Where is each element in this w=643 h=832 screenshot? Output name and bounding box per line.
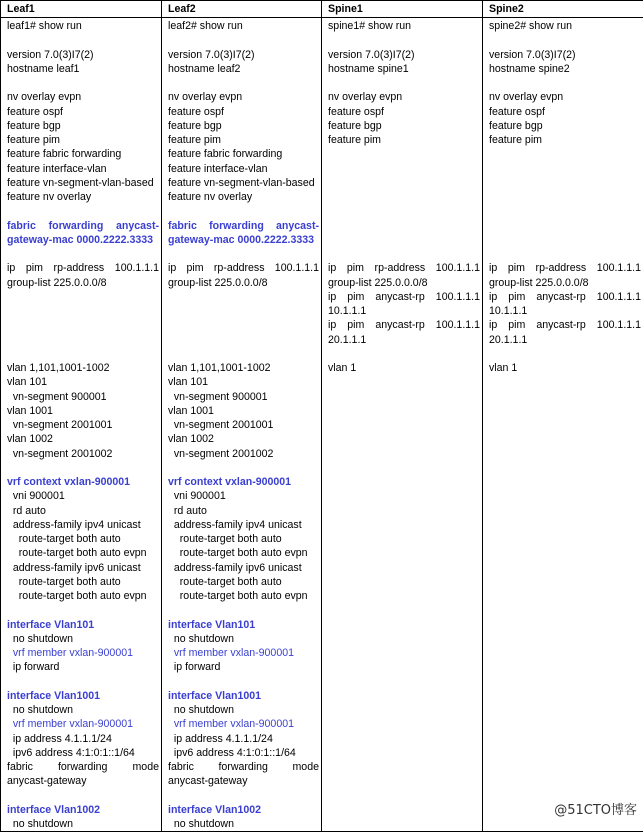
blank-line — [168, 789, 319, 803]
config-line: gateway-mac 0000.2222.3333 — [7, 233, 159, 247]
config-line: feature fabric forwarding — [168, 147, 319, 161]
config-line: no shutdown — [168, 703, 319, 717]
blank-line — [168, 461, 319, 475]
config-line: vlan 1001 — [7, 404, 159, 418]
blank-line — [328, 204, 480, 218]
config-line: nv overlay evpn — [7, 90, 159, 104]
config-line: vlan 1 — [328, 361, 480, 375]
config-line: ip address 4.1.1.1/24 — [168, 732, 319, 746]
blank-line — [328, 219, 480, 233]
blank-line — [7, 290, 159, 304]
blank-line — [7, 333, 159, 347]
config-line: feature pim — [7, 133, 159, 147]
config-line: interface Vlan101 — [168, 618, 319, 632]
blank-line — [328, 233, 480, 247]
config-line: no shutdown — [7, 817, 159, 831]
config-line: group-list 225.0.0.0/8 — [7, 276, 159, 290]
config-line: no shutdown — [168, 632, 319, 646]
config-line: fabric forwarding anycast- — [168, 219, 319, 233]
config-line: vlan 1002 — [168, 432, 319, 446]
config-line: fabric forwarding mode — [168, 760, 319, 774]
config-line: feature pim — [168, 133, 319, 147]
config-line: 20.1.1.1 — [489, 333, 641, 347]
config-line: group-list 225.0.0.0/8 — [489, 276, 641, 290]
blank-line — [489, 233, 641, 247]
blank-line — [328, 347, 480, 361]
config-line: feature ospf — [489, 105, 641, 119]
config-line: 10.1.1.1 — [328, 304, 480, 318]
blank-line — [7, 789, 159, 803]
config-line: feature bgp — [489, 119, 641, 133]
config-line: vlan 1,101,1001-1002 — [168, 361, 319, 375]
config-line: fabric forwarding mode — [7, 760, 159, 774]
config-line: ipv6 address 4:1:0:1::1/64 — [168, 746, 319, 760]
config-line: vlan 1002 — [7, 432, 159, 446]
config-line: version 7.0(3)I7(2) — [328, 48, 480, 62]
config-line: ip pim rp-address 100.1.1.1 — [7, 261, 159, 275]
blank-line — [489, 176, 641, 190]
blank-line — [7, 204, 159, 218]
config-line: nv overlay evpn — [168, 90, 319, 104]
blank-line — [168, 290, 319, 304]
config-line: vlan 1,101,1001-1002 — [7, 361, 159, 375]
config-row — [1, 18, 643, 832]
config-line: ip address 4.1.1.1/24 — [7, 732, 159, 746]
config-line: ip forward — [7, 660, 159, 674]
blank-line — [328, 162, 480, 176]
config-cell-spine2 — [483, 18, 643, 832]
blank-line — [489, 247, 641, 261]
config-line: ip pim anycast-rp 100.1.1.1 — [328, 318, 480, 332]
config-line: ip pim rp-address 100.1.1.1 — [489, 261, 641, 275]
config-line: vrf member vxlan-900001 — [7, 717, 159, 731]
config-line: gateway-mac 0000.2222.3333 — [168, 233, 319, 247]
config-line: anycast-gateway — [7, 774, 159, 788]
blank-line — [7, 33, 159, 47]
config-line: feature nv overlay — [168, 190, 319, 204]
config-line: vni 900001 — [168, 489, 319, 503]
blank-line — [7, 247, 159, 261]
config-line: ip pim rp-address 100.1.1.1 — [168, 261, 319, 275]
config-cell-leaf2 — [162, 18, 322, 832]
config-line: address-family ipv6 unicast — [168, 561, 319, 575]
blank-line — [328, 33, 480, 47]
blank-line — [168, 33, 319, 47]
config-line: vlan 1 — [489, 361, 641, 375]
blank-line — [7, 461, 159, 475]
config-line: vlan 1001 — [168, 404, 319, 418]
column-header-leaf2: Leaf2 — [162, 1, 322, 18]
blank-line — [7, 318, 159, 332]
config-line: address-family ipv4 unicast — [7, 518, 159, 532]
config-line: hostname spine1 — [328, 62, 480, 76]
config-line: 20.1.1.1 — [328, 333, 480, 347]
config-line: vlan 101 — [7, 375, 159, 389]
config-line: vrf context vxlan-900001 — [168, 475, 319, 489]
blank-line — [168, 318, 319, 332]
config-line: route-target both auto — [7, 532, 159, 546]
config-line: route-target both auto — [7, 575, 159, 589]
config-line: interface Vlan1001 — [168, 689, 319, 703]
config-line: hostname leaf2 — [168, 62, 319, 76]
config-line: interface Vlan101 — [7, 618, 159, 632]
blank-line — [7, 603, 159, 617]
config-line: feature fabric forwarding — [7, 147, 159, 161]
config-line: route-target both auto evpn — [168, 589, 319, 603]
config-line: feature pim — [328, 133, 480, 147]
config-line: route-target both auto — [168, 532, 319, 546]
config-line: fabric forwarding anycast- — [7, 219, 159, 233]
config-line: feature ospf — [328, 105, 480, 119]
config-line: vrf member vxlan-900001 — [7, 646, 159, 660]
column-header-leaf1: Leaf1 — [1, 1, 162, 18]
config-line: group-list 225.0.0.0/8 — [328, 276, 480, 290]
config-line: feature vn-segment-vlan-based — [168, 176, 319, 190]
config-line: group-list 225.0.0.0/8 — [168, 276, 319, 290]
blank-line — [328, 247, 480, 261]
blank-line — [168, 204, 319, 218]
config-line: vn-segment 2001002 — [7, 447, 159, 461]
config-line: ip forward — [168, 660, 319, 674]
config-line: leaf1# show run — [7, 19, 159, 33]
config-line: feature bgp — [328, 119, 480, 133]
config-line: 10.1.1.1 — [489, 304, 641, 318]
blank-line — [7, 76, 159, 90]
config-line: vn-segment 900001 — [168, 390, 319, 404]
config-line: feature nv overlay — [7, 190, 159, 204]
config-line: spine2# show run — [489, 19, 641, 33]
header-row — [1, 1, 643, 18]
blank-line — [489, 204, 641, 218]
blank-line — [489, 162, 641, 176]
config-line: feature interface-vlan — [7, 162, 159, 176]
blank-line — [489, 147, 641, 161]
config-line: ip pim rp-address 100.1.1.1 — [328, 261, 480, 275]
config-line: ip pim anycast-rp 100.1.1.1 — [489, 318, 641, 332]
blank-line — [328, 76, 480, 90]
config-line: hostname leaf1 — [7, 62, 159, 76]
config-line: no shutdown — [7, 703, 159, 717]
blank-line — [489, 190, 641, 204]
blank-line — [168, 333, 319, 347]
config-line: leaf2# show run — [168, 19, 319, 33]
config-line: feature vn-segment-vlan-based — [7, 176, 159, 190]
config-cell-spine1 — [322, 18, 483, 832]
blank-line — [489, 76, 641, 90]
config-line: route-target both auto — [168, 575, 319, 589]
blank-line — [328, 176, 480, 190]
config-line: interface Vlan1001 — [7, 689, 159, 703]
blank-line — [168, 76, 319, 90]
config-line: rd auto — [7, 504, 159, 518]
blank-line — [168, 247, 319, 261]
config-line: vn-segment 2001001 — [7, 418, 159, 432]
config-line: no shutdown — [7, 632, 159, 646]
config-line: version 7.0(3)I7(2) — [168, 48, 319, 62]
blank-line — [168, 603, 319, 617]
config-line: feature ospf — [7, 105, 159, 119]
column-header-spine1: Spine1 — [322, 1, 483, 18]
config-line: feature bgp — [7, 119, 159, 133]
config-line: rd auto — [168, 504, 319, 518]
config-line: vn-segment 900001 — [7, 390, 159, 404]
site-watermark: @51CTO博客 — [552, 799, 639, 818]
config-line: nv overlay evpn — [489, 90, 641, 104]
blank-line — [7, 304, 159, 318]
blank-line — [328, 190, 480, 204]
config-line: nv overlay evpn — [328, 90, 480, 104]
blank-line — [7, 675, 159, 689]
config-line: address-family ipv6 unicast — [7, 561, 159, 575]
config-line: route-target both auto evpn — [7, 546, 159, 560]
config-line: vni 900001 — [7, 489, 159, 503]
blank-line — [168, 347, 319, 361]
blank-line — [489, 219, 641, 233]
config-line: route-target both auto evpn — [7, 589, 159, 603]
config-line: ip pim anycast-rp 100.1.1.1 — [328, 290, 480, 304]
blank-line — [328, 147, 480, 161]
blank-line — [489, 33, 641, 47]
config-line: vn-segment 2001001 — [168, 418, 319, 432]
config-line: feature bgp — [168, 119, 319, 133]
blank-line — [168, 675, 319, 689]
config-line: version 7.0(3)I7(2) — [489, 48, 641, 62]
config-line: vrf member vxlan-900001 — [168, 717, 319, 731]
config-line: interface Vlan1002 — [7, 803, 159, 817]
config-line: vrf context vxlan-900001 — [7, 475, 159, 489]
blank-line — [168, 304, 319, 318]
blank-line — [7, 347, 159, 361]
blank-line — [489, 347, 641, 361]
config-line: ipv6 address 4:1:0:1::1/64 — [7, 746, 159, 760]
config-line: spine1# show run — [328, 19, 480, 33]
config-line: interface Vlan1002 — [168, 803, 319, 817]
config-line: anycast-gateway — [168, 774, 319, 788]
config-line: version 7.0(3)I7(2) — [7, 48, 159, 62]
config-line: hostname spine2 — [489, 62, 641, 76]
config-line: ip pim anycast-rp 100.1.1.1 — [489, 290, 641, 304]
config-line: vlan 101 — [168, 375, 319, 389]
config-line: vn-segment 2001002 — [168, 447, 319, 461]
config-line: no shutdown — [168, 817, 319, 831]
config-line: feature ospf — [168, 105, 319, 119]
config-line: address-family ipv4 unicast — [168, 518, 319, 532]
config-line: route-target both auto evpn — [168, 546, 319, 560]
config-line: feature interface-vlan — [168, 162, 319, 176]
config-cell-leaf1 — [1, 18, 162, 832]
config-line: vrf member vxlan-900001 — [168, 646, 319, 660]
config-line: feature pim — [489, 133, 641, 147]
column-header-spine2: Spine2 — [483, 1, 643, 18]
